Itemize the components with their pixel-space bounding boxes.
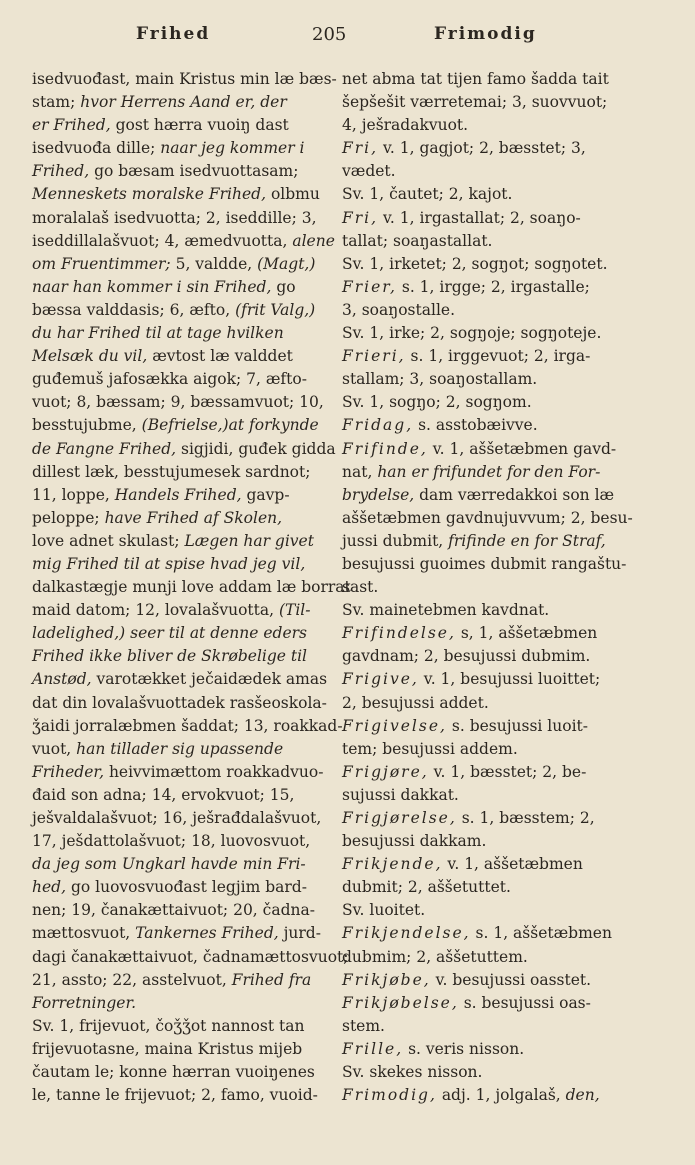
text-line: 11, loppe, Handels Frihed, gavp-	[32, 485, 290, 504]
text-line: Fridag, s. asstobæivve.	[342, 416, 538, 435]
text-line: dalkastægje munji love addam læ borrat	[32, 578, 351, 597]
text-line: gavdnam; 2, besujussi dubmim.	[342, 647, 591, 666]
text-line: šepšešit værretemai; 3, suovvuot;	[342, 93, 608, 112]
text-line: Frihed, go bæsam isedvuottasam;	[32, 162, 299, 181]
text-line: Frier, s. 1, irgge; 2, irgastalle;	[342, 277, 590, 296]
header-last-entry: Frimodig	[434, 24, 537, 44]
text-line: 3, soaŋostalle.	[342, 300, 455, 319]
text-line: vuot; 8, bæssam; 9, bæssamvuot; 10,	[32, 393, 324, 412]
text-line: love adnet skulast; Lægen har givet	[32, 531, 314, 550]
text-line: frijevuotasne, maina Kristus mijeb	[32, 1039, 303, 1058]
text-line: đaid son adna; 14, ervokvuot; 15,	[32, 785, 295, 804]
text-line: tem; besujussi addem.	[342, 739, 518, 758]
text-line: Sv. 1, čautet; 2, kajot.	[342, 185, 513, 204]
text-line: er Frihed, gost hærra vuoiŋ dast	[32, 116, 289, 135]
text-line: besstujubme, (Befrielse,)at forkynde	[32, 416, 319, 435]
text-line: stam; hvor Herrens Aand er, der	[32, 93, 287, 112]
text-line: om Fruentimmer; 5, valdde, (Magt,)	[32, 254, 316, 273]
left-column	[32, 68, 351, 1107]
text-line: vuot, han tillader sig upassende	[32, 739, 284, 758]
text-line: hed, go luovosvuođast legjim bard-	[32, 878, 307, 897]
text-line: isedvuođa dille; naar jeg kommer i	[32, 139, 305, 158]
text-line: brydelse, dam værredakkoi son læ	[342, 485, 615, 504]
text-line: 21, assto; 22, asstelvuot, Frihed fra	[32, 970, 312, 989]
text-line: nen; 19, čanakættaivuot; 20, čadna-	[32, 901, 315, 920]
text-line: Sv. luoitet.	[342, 901, 426, 920]
text-line: Sv. 1, irketet; 2, sogŋot; sogŋotet.	[342, 254, 608, 273]
text-line: Anstød, varotækket ječaidædek amas	[32, 670, 328, 689]
text-line: Menneskets moralske Frihed, olbmu	[32, 185, 320, 204]
text-line: Frikjendelse, s. 1, aššetæbmen	[342, 924, 612, 943]
text-line: Frihed ikke bliver de Skrøbelige til	[32, 647, 308, 666]
text-line: moralalaš isedvuotta; 2, iseddille; 3,	[32, 208, 317, 227]
text-line: besujussi dakkam.	[342, 832, 487, 851]
text-line: tallat; soaŋastallat.	[342, 231, 493, 250]
text-line: Frikjende, v. 1, aššetæbmen	[342, 855, 583, 874]
header-first-entry: Frihed	[136, 24, 211, 44]
text-line: vædet.	[342, 162, 396, 181]
text-line: Frigjøre, v. 1, bæsstet; 2, be-	[342, 762, 587, 781]
text-line: ješvaldalašvuot; 16, ješrađdalašvuot,	[32, 809, 322, 827]
text-line: dagi čanakættaivuot, čadnamættosvuot;	[32, 947, 349, 966]
text-line: Sv. mainetebmen kavdnat.	[342, 601, 550, 620]
text-line: Sv. 1, frijevuot, čoǯǯot nannost tan	[32, 1016, 305, 1035]
text-line: Frifinde, v. 1, aššetæbmen gavd-	[342, 439, 617, 458]
text-line: stem.	[342, 1016, 385, 1035]
text-line: sujussi dakkat.	[342, 785, 459, 804]
text-line: Frikjøbe, v. besujussi oasstet.	[342, 970, 592, 989]
text-line: isedvuođast, main Kristus min læ bæs-	[32, 70, 337, 88]
text-line: Frieri, s. 1, irggevuot; 2, irga-	[342, 347, 591, 366]
text-line: Frikjøbelse, s. besujussi oas-	[342, 993, 591, 1012]
text-line: Frigivelse, s. besujussi luoit-	[342, 716, 588, 735]
text-line: jussi dubmit, frifinde en for Straf,	[342, 531, 606, 550]
text-line: Sv. skekes nisson.	[342, 1063, 483, 1082]
text-line: 17, ješdattolašvuot; 18, luovosvuot,	[32, 832, 311, 851]
text-line: Fri, v. 1, gagjot; 2, bæsstet; 3,	[342, 139, 586, 158]
text-line: Frigjørelse, s. 1, bæsstem; 2,	[342, 809, 595, 827]
text-line: Fri, v. 1, irgastallat; 2, soaŋo-	[342, 208, 581, 227]
text-line: aššetæbmen gavdnujuvvum; 2, besu-	[342, 508, 633, 527]
text-line: dillest læk, besstujumesek sardnot;	[32, 462, 311, 481]
text-line: Forretninger.	[32, 993, 137, 1012]
page-number: 205	[312, 24, 347, 45]
text-line: dubmit; 2, aššetuttet.	[342, 878, 511, 897]
text-line: 2, besujussi addet.	[342, 693, 489, 712]
text-line: maid datom; 12, lovalašvuotta, (Til-	[32, 601, 311, 620]
text-line: Friheder, heivvimættom roakkadvuo-	[32, 762, 324, 781]
text-line: ladelighed,) seer til at denne eders	[32, 624, 308, 643]
text-line: Frille, s. veris nisson.	[342, 1039, 525, 1058]
text-line: guđemuš jafosækka aigok; 7, æfto-	[32, 370, 307, 389]
text-line: sast.	[342, 578, 379, 597]
text-line: da jeg som Ungkarl havde min Fri-	[32, 855, 306, 874]
header-rule	[0, 62, 695, 64]
text-line: mig Frihed til at spise hvad jeg vil,	[32, 554, 306, 573]
text-line: čautam le; konne hærran vuoiŋenes	[32, 1063, 315, 1082]
text-line: mættosvuot, Tankernes Frihed, jurd-	[32, 924, 321, 943]
text-line: 4, ješradakvuot.	[342, 116, 469, 135]
text-line: dat din lovalašvuottadek rasšeoskola-	[32, 693, 327, 712]
text-line: du har Frihed til at tage hvilken	[32, 324, 284, 343]
text-line: Frifindelse, s, 1, aššetæbmen	[342, 624, 598, 643]
text-line: Frigive, v. 1, besujussi luoittet;	[342, 670, 601, 689]
text-line: de Fangne Frihed, sigjidi, guđek gidda	[32, 439, 336, 458]
text-line: Melsæk du vil, ævtost læ valddet	[32, 347, 293, 366]
text-line: peloppe; have Frihed af Skolen,	[32, 508, 283, 527]
right-column	[342, 68, 633, 1107]
text-line: naar han kommer i sin Frihed, go	[32, 277, 296, 296]
text-line: besujussi guoimes dubmit rangaštu-	[342, 554, 627, 573]
text-line: ǯaidi jorralæbmen šaddat; 13, roakkad-	[32, 716, 343, 735]
text-line: stallam; 3, soaŋostallam.	[342, 370, 538, 389]
running-header	[0, 24, 695, 54]
text-line: nat, han er frifundet for den For-	[342, 462, 601, 481]
text-line: bæssa valddasis; 6, æfto, (frit Valg,)	[32, 300, 316, 319]
text-line: net abma tat tijen famo šadda tait	[342, 70, 609, 88]
text-line: dubmim; 2, aššetuttem.	[342, 947, 528, 966]
text-line: Sv. 1, sogŋo; 2, sogŋom.	[342, 393, 532, 412]
text-line: iseddillalašvuot; 4, æmedvuotta, alene	[32, 231, 335, 250]
text-line: le, tanne le frijevuot; 2, famo, vuoid-	[32, 1086, 318, 1105]
text-line: Sv. 1, irke; 2, sogŋoje; sogŋoteje.	[342, 324, 602, 343]
text-line: Frimodig, adj. 1, jolgalaš, den,	[342, 1086, 600, 1105]
